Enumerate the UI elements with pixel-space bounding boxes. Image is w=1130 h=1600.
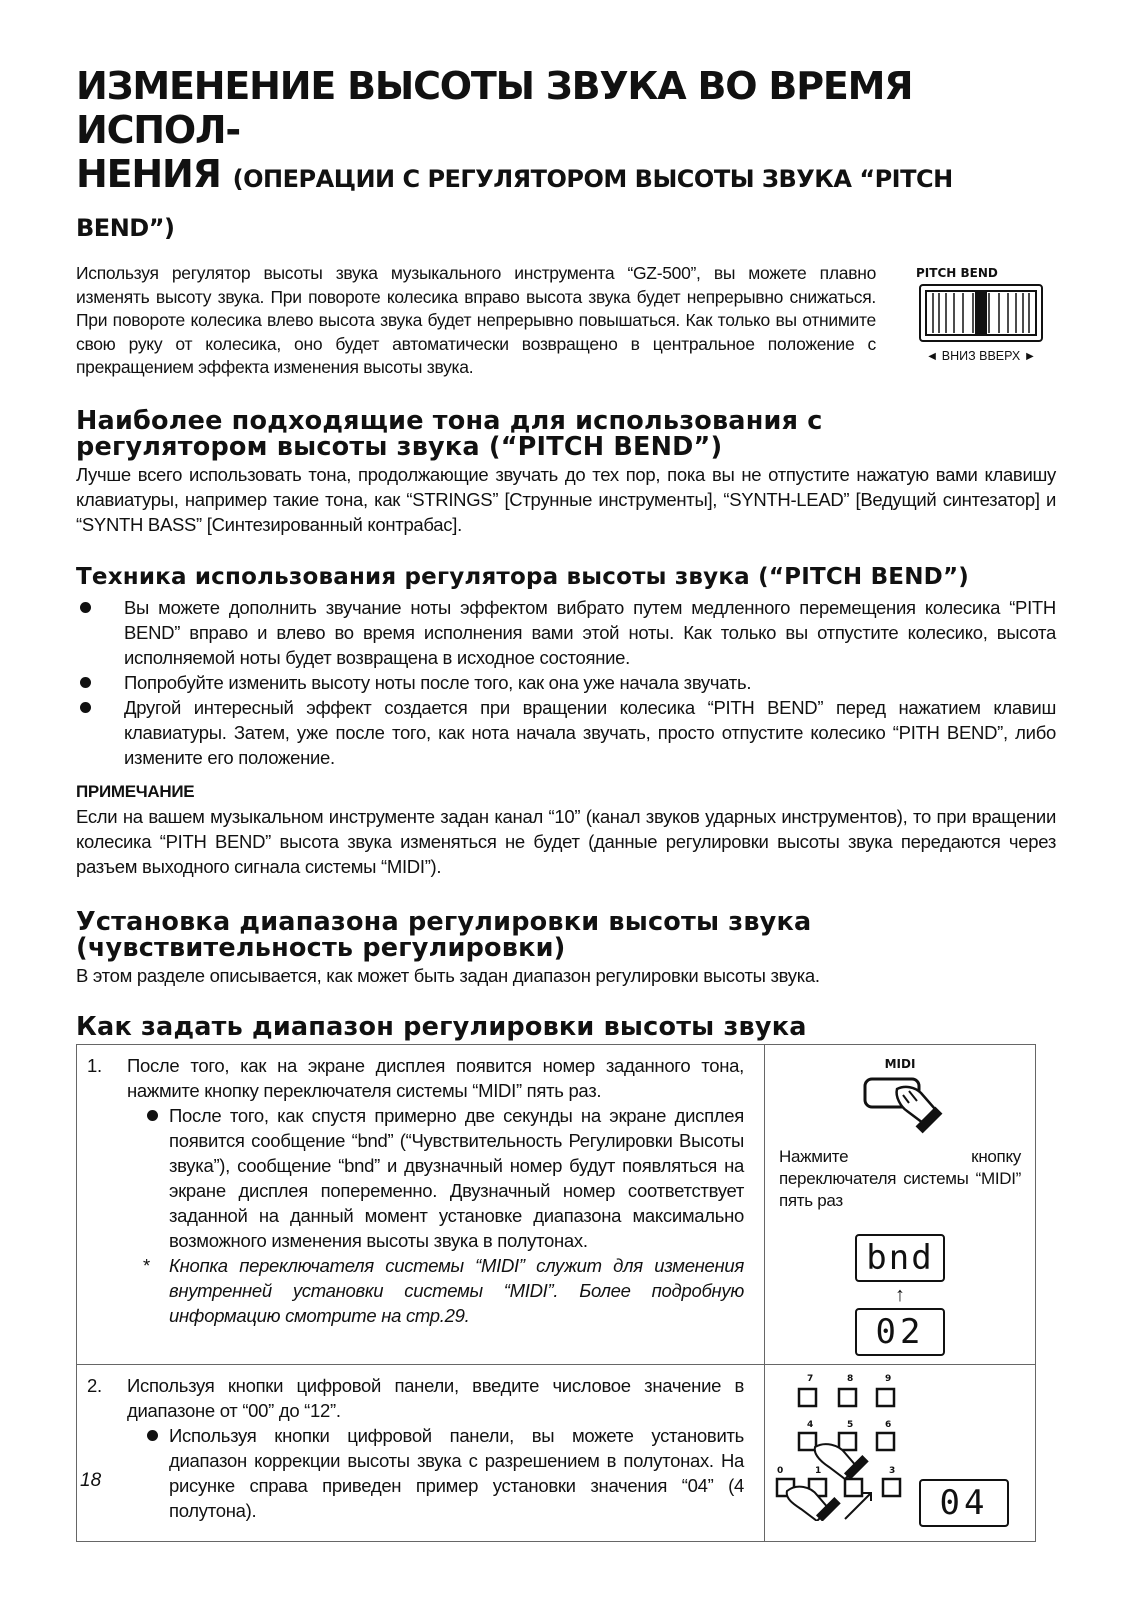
key-label: 9 <box>885 1373 892 1384</box>
key-label: 0 <box>777 1465 784 1476</box>
key-label: 8 <box>847 1373 854 1384</box>
list-item: Другой интересный эффект создается при вращении колесика “PITH BEND” перед нажатием клавиш клавиатуры. Затем, уже после того, как нота начала звучать, просто отпустите колесико “PITH BEND”, либо измените его положение. <box>76 695 1056 770</box>
table-row <box>77 1044 1036 1364</box>
intro-block <box>76 262 1056 380</box>
midi-caption: Нажмите кнопку переключателя системы “MIDI” пять раз <box>779 1146 1021 1210</box>
page-title <box>76 64 1056 250</box>
section1-text: Лучше всего использовать тона, продолжающие звучать до тех пор, пока вы не отпустите нажатую вами клавишу клавиатуры, например такие тона, как “STRINGS” [Струнные инструменты], “SYNTH-LEAD” [Ведущий синтезатор] и “SYNTH BASS” [Синтезированный контрабас]. <box>76 463 1056 535</box>
section4-heading: Как задать диапазон регулировки высоты звука <box>76 1011 807 1042</box>
key-label: 1 <box>815 1465 822 1476</box>
steps-table <box>76 1044 1036 1542</box>
pitch-bend-wheel-icon <box>919 284 1043 342</box>
step-2-bullet: Используя кнопки цифровой панели, вы можете установить диапазон коррекции высоты звука с разрешением в полутонах. На рисунке справа приведен пример установки значения “04” (4 полутона). <box>87 1423 744 1523</box>
key-label: 3 <box>889 1465 896 1476</box>
step-1-text <box>77 1044 765 1364</box>
key-label: 7 <box>807 1373 814 1384</box>
title-line2-sub: (ОПЕРАЦИИ С РЕГУЛЯТОРОМ ВЫСОТЫ ЗВУКА “PITCH BEND”) <box>76 165 953 242</box>
midi-button-press-icon <box>845 1071 955 1137</box>
note-text: Если на вашем музыкальном инструменте задан канал “10” (канал звуков ударных инструментов), то при вращении колесика “PITH BEND” высота звука изменяться не будет (данные регулировки высоты звука передаются через разъем выходного сигнала системы “MIDI”). <box>76 805 1056 877</box>
step-2-text <box>77 1364 765 1541</box>
arrow-up-icon: ↑ <box>895 1283 905 1306</box>
lcd-display-02 <box>855 1308 945 1356</box>
pitch-bend-label: PITCH BEND <box>916 266 998 280</box>
section3-heading: Установка диапазона регулировки высоты звука (чувствительность регулировки) <box>76 906 812 963</box>
intro-text: Используя регулятор высоты звука музыкального инструмента “GZ-500”, вы можете плавно изменять высоту звука. При повороте колесика вправо высота звука будет непрерывно снижаться. При повороте колесика влево высота звука будет непрерывно повышаться. Как только вы отнимите свою руку от колесика, оно будет автоматически возвращено в центральное положение с прекращением эффекта изменения высоты звука. <box>76 263 876 377</box>
list-item: Вы можете дополнить звучание ноты эффектом вибрато путем медленного перемещения колесика “PITH BEND” вправо и влево во время исполнения вами этой ноты. Как только вы отпустите колесико, высота исполняемой ноты будет возвращена в исходное состояние. <box>76 595 1056 670</box>
section2-bullets <box>76 595 1056 770</box>
table-row <box>77 1364 1036 1541</box>
step-2-number: 2. <box>87 1374 102 1396</box>
pitch-bend-figure <box>906 266 1056 380</box>
lcd-display-04 <box>919 1479 1009 1527</box>
step-1-number: 1. <box>87 1054 102 1076</box>
section1-heading: Наиболее подходящие тона для использования с регулятором высоты звука (“PITCH BEND”) <box>76 405 823 462</box>
section3-text: В этом разделе описывается, как может быть задан диапазон регулировки высоты звука. <box>76 964 820 986</box>
lcd-display-bnd <box>855 1234 945 1282</box>
lcd-text-04: 04 <box>939 1482 989 1523</box>
step-2-figure <box>765 1364 1036 1541</box>
list-item: Попробуйте изменить высоту ноты после того, как она уже начала звучать. <box>76 670 1056 695</box>
pitch-bend-caption: ◄ ВНИЗ ВВЕРХ ► <box>925 349 1037 363</box>
key-label: 6 <box>885 1419 892 1430</box>
lcd-text-02: 02 <box>875 1311 925 1352</box>
note-heading: ПРИМЕЧАНИЕ <box>76 781 195 801</box>
step-2-instruction: Используя кнопки цифровой панели, введите числовое значение в диапазоне от “00” до “12”. <box>127 1374 744 1421</box>
key-label: 5 <box>847 1419 854 1430</box>
title-line1: ИЗМЕНЕНИЕ ВЫСОТЫ ЗВУКА ВО ВРЕМЯ ИСПОЛ- <box>76 64 913 152</box>
numeric-keypad-icon <box>775 1371 925 1521</box>
footnote-text: Кнопка переключателя системы “MIDI” служит для изменения внутренней установки системы “MIDI”. Более подробную информацию смотрите на стр.29. <box>169 1254 744 1326</box>
lcd-text-bnd: bnd <box>866 1237 934 1278</box>
step-1-bullet: После того, как спустя примерно две секунды на экране дисплея появится сообщение “bnd” (“Чувствительность Регулировки Высоты звука”), сообщение “bnd” и двузначный номер будут появляться на экране дисплея попеременно. Двузначный номер соответствует заданной на данный момент установке диапазона максимально возможного изменения высоты звука в полутонах. <box>87 1103 744 1253</box>
page-number: 18 <box>80 1470 102 1491</box>
document-page <box>76 64 1056 1542</box>
step-1-instruction: После того, как на экране дисплея появится номер заданного тона, нажмите кнопку переключателя системы “MIDI” пять раз. <box>127 1054 744 1101</box>
step-1-figure <box>765 1044 1036 1364</box>
key-label: 4 <box>807 1419 814 1430</box>
step-1-footnote <box>87 1253 744 1328</box>
footnote-asterisk: * <box>143 1254 150 1276</box>
title-line2-main: НЕНИЯ <box>76 152 221 196</box>
section2-heading: Техника использования регулятора высоты звука (“PITCH BEND”) <box>76 563 969 590</box>
midi-label: MIDI <box>884 1056 916 1071</box>
